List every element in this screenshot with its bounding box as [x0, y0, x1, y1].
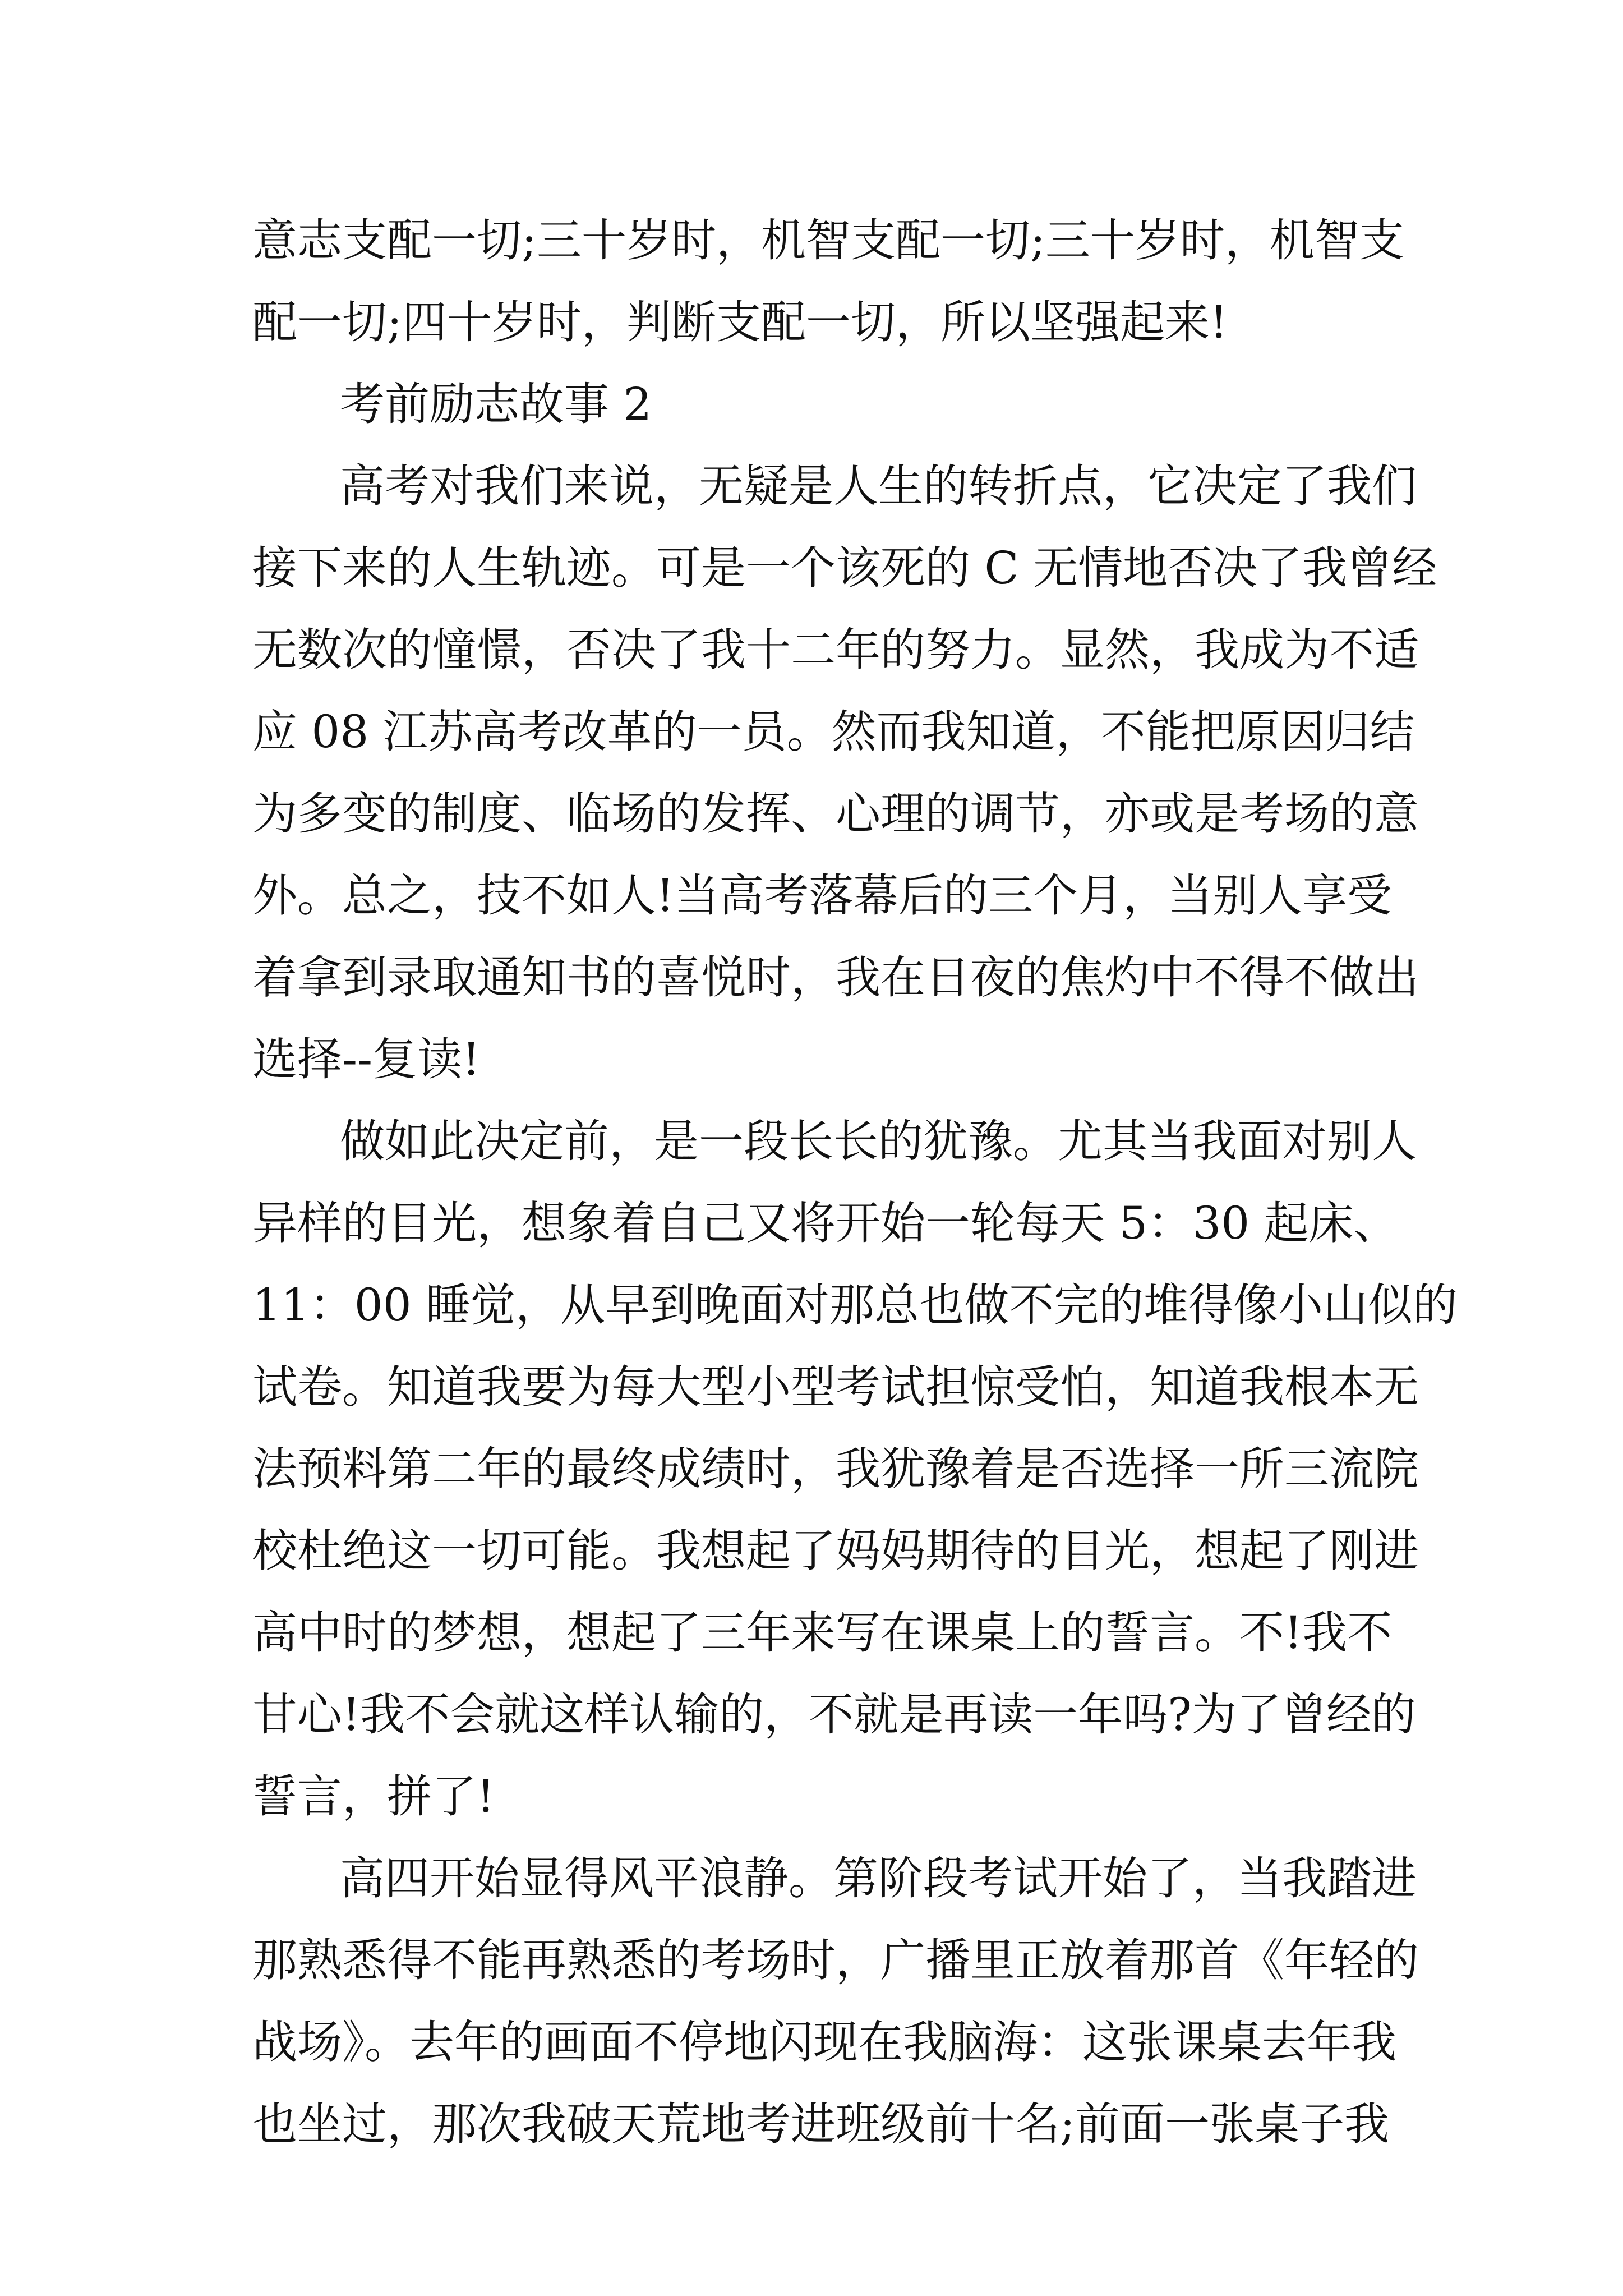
text-line: 做如此决定前，是一段长长的犹豫。尤其当我面对别人	[340, 1115, 1417, 1167]
text-line: 誓言，拼了!	[252, 1770, 495, 1823]
text-line: 校杜绝这一切可能。我想起了妈妈期待的目光，想起了刚进	[252, 1525, 1419, 1577]
paragraph-continuation	[252, 200, 1404, 364]
text-line: 接下来的人生轨迹。可是一个该死的 C 无情地否决了我曾经	[252, 542, 1437, 594]
text-line: 高中时的梦想，想起了三年来写在课桌上的誓言。不!我不	[252, 1607, 1393, 1659]
heading-text: 考前励志故事 2	[340, 378, 652, 430]
body-text	[252, 200, 1458, 2165]
text-line: 选择--复读!	[252, 1033, 481, 1085]
text-line: 法预料第二年的最终成绩时，我犹豫着是否选择一所三流院	[252, 1443, 1419, 1495]
text-line: 高考对我们来说，无疑是人生的转折点，它决定了我们	[340, 460, 1417, 512]
text-line: 着拿到录取通知书的喜悦时，我在日夜的焦灼中不得不做出	[252, 951, 1419, 1004]
text-line: 战场》。去年的画面不停地闪现在我脑海：这张课桌去年我	[252, 2016, 1396, 2068]
text-line: 配一切;四十岁时，判断支配一切，所以坚强起来!	[252, 296, 1228, 348]
text-line: 甘心!我不会就这样认输的，不就是再读一年吗?为了曾经的	[252, 1688, 1417, 1741]
text-line: 意志支配一切;三十岁时，机智支配一切;三十岁时，机智支	[252, 214, 1404, 266]
paragraph	[252, 445, 1437, 1101]
text-line: 应 08 江苏高考改革的一员。然而我知道，不能把原因归结	[252, 706, 1415, 758]
text-line: 那熟悉得不能再熟悉的考场时，广播里正放着那首《年轻的	[252, 1934, 1419, 1986]
paragraph	[252, 1838, 1419, 2165]
text-line: 无数次的憧憬，否决了我十二年的努力。显然，我成为不适	[252, 624, 1419, 676]
text-line: 为多变的制度、临场的发挥、心理的调节，亦或是考场的意	[252, 788, 1419, 840]
text-line: 试卷。知道我要为每大型小型考试担惊受怕，知道我根本无	[252, 1361, 1419, 1413]
text-line: 11：00 睡觉，从早到晚面对那总也做不完的堆得像小山似的	[252, 1279, 1458, 1331]
paragraph	[252, 1101, 1458, 1838]
text-line: 外。总之，技不如人!当高考落幕后的三个月，当别人享受	[252, 869, 1393, 922]
text-line: 高四开始显得风平浪静。第阶段考试开始了，当我踏进	[340, 1852, 1417, 1904]
section-heading	[252, 364, 1374, 445]
text-line: 异样的目光，想象着自己又将开始一轮每天 5：30 起床、	[252, 1197, 1399, 1249]
text-line: 也坐过，那次我破天荒地考进班级前十名;前面一张桌子我	[252, 2098, 1389, 2150]
